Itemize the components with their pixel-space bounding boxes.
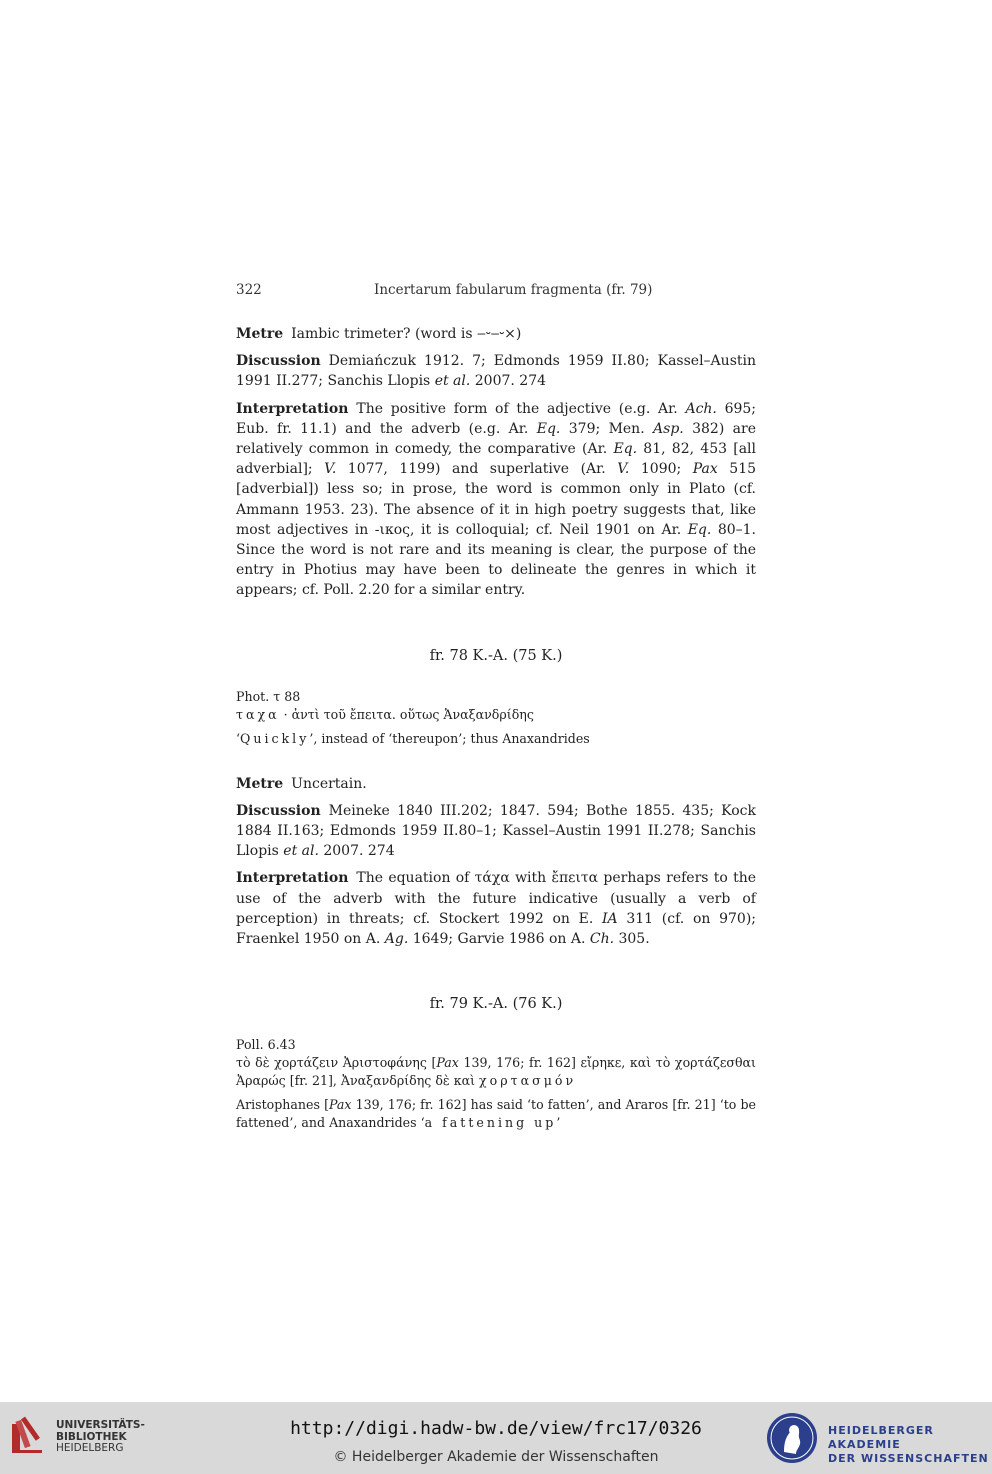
metre-paragraph: Metre Iambic trimeter? (word is ‒⏑‒⏑×): [236, 326, 522, 342]
interpretation-paragraph: Interpretation The positive form of the adjective (e.g. Ar. Ach. 695; Eub. fr. 11.1) and the adverb (e.g. Ar. Eq. 379; Men. Asp. 382) are relatively common in comedy, the comparative (Ar. Eq. 81, 82, 453 [all adverbial]; V. 1077, 1199) and superlative (Ar. V. 1090; Pax 515 [adverbial]) less so; in prose, the word is common only in Plato (cf. Ammann 1953. 23). The absence of it in high poetry suggests that, like most adjectives in -ικος, it is colloquial; cf. Neil 1901 on Ar. Eq. 80–1. Since the word is not rare and its meaning is clear, the purpose of the entry in Photius may have been to delineate the genres in which it appears; cf. Poll. 2.20 for a similar entry.: [236, 400, 757, 599]
fr78-interpretation: Interpretation The equation of τάχα with ἔπειτα perhaps refers to the use of the adverb with the future indicative (usually a verb of perception) in threats; cf. Stockert 1992 on E. IA 311 (cf. on 970); Fraenkel 1950 on A. Ag. 1649; Garvie 1986 on A. Ch. 305.: [236, 870, 757, 948]
fragment-79-heading: fr. 79 K.-A. (76 K.): [429, 996, 563, 1013]
academy-name: HEIDELBERGER AKADEMIE DER WISSENSCHAFTEN: [828, 1424, 989, 1465]
running-head: [236, 282, 756, 304]
copyright-notice: © Heidelberger Akademie der Wissenschaften: [333, 1449, 659, 1465]
academy-seal-icon[interactable]: [766, 1412, 818, 1464]
fragment-78-heading: fr. 78 K.-A. (75 K.): [429, 647, 563, 664]
permalink-url[interactable]: http://digi.hadw-bw.de/view/frc17/0326: [290, 1418, 702, 1439]
fr78-discussion: Discussion Meineke 1840 III.202; 1847. 594; Bothe 1855. 435; Kock 1884 II.163; Edmonds 1959 II.80–1; Kassel–Austin 1991 II.278; Sanchis Llopis et al. 2007. 274: [236, 802, 756, 860]
fr79-greek: τὸ δὲ χορτάζειν Ἀριστοφάνης [Pax 139, 176; fr. 162] εἴρηκε, καὶ τὸ χορτάζεσθαι Ἀραρώς [fr. 21], Ἀναξανδρίδης δὲ καὶ χορτασμόν: [236, 1055, 756, 1089]
fr78-metre: Metre Uncertain.: [236, 775, 367, 792]
university-library-name: UNIVERSITÄTS- BIBLIOTHEK HEIDELBERG: [56, 1419, 145, 1454]
fr78-translation: ‘Quickly’, instead of ‘thereupon’; thus Anaxandrides: [236, 730, 590, 746]
book-page: [236, 282, 756, 1132]
discussion-paragraph: Discussion Demiańczuk 1912. 7; Edmonds 1959 II.80; Kassel–Austin 1991 II.277; Sanchis Llopis et al. 2007. 274: [236, 353, 756, 390]
fr79-translation: Aristophanes [Pax 139, 176; fr. 162] has said ‘to fatten’, and Araros [fr. 21] ‘to be fattened’, and Anaxandrides ‘a fattening up’: [236, 1097, 756, 1131]
fr78-greek: ταχα · ἀντὶ τοῦ ἔπειτα. οὕτως Ἀναξανδρίδης: [236, 706, 534, 722]
fr79-source: Poll. 6.43: [236, 1037, 296, 1053]
page-number: 322: [236, 282, 262, 298]
viewer-footer: [0, 1402, 992, 1474]
running-title: Incertarum fabularum fragmenta (fr. 79): [374, 282, 653, 298]
fr78-source: Phot. τ 88: [236, 688, 301, 704]
